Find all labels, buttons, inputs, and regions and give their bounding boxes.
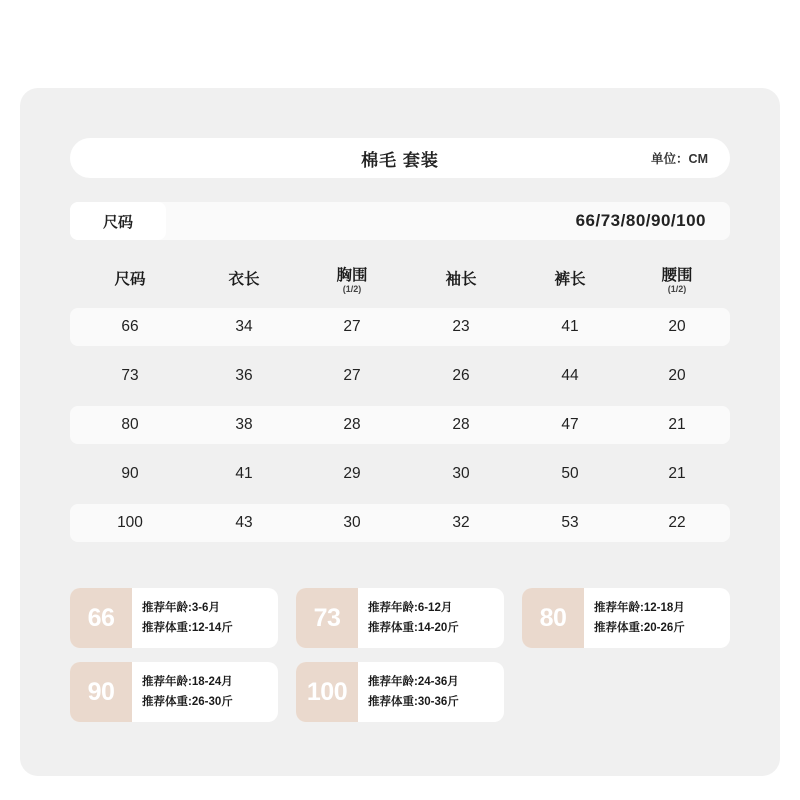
recommendation-card	[296, 662, 504, 722]
recommended-age: 推荐年龄:18-24月	[142, 675, 233, 688]
size-chart-panel	[20, 88, 780, 776]
table-header-main: 胸围	[336, 266, 368, 284]
table-header-cell	[406, 272, 516, 289]
recommended-weight: 推荐体重:20-26斤	[594, 622, 685, 634]
table-cell: 34	[235, 318, 253, 335]
recommendation-details	[132, 598, 278, 638]
table-cell: 100	[117, 514, 143, 531]
table-header-sub: (1/2)	[667, 283, 687, 294]
recommendation-cards	[70, 588, 730, 722]
recommendation-details	[358, 598, 504, 638]
table-cell: 26	[452, 367, 470, 384]
table-cell: 66	[121, 318, 139, 335]
recommended-weight: 推荐体重:30-36斤	[368, 696, 459, 708]
table-cell: 27	[343, 367, 361, 384]
table-cell: 28	[343, 416, 361, 433]
table-cell: 47	[561, 416, 579, 433]
recommended-weight: 推荐体重:26-30斤	[142, 696, 233, 708]
recommendation-card	[296, 588, 504, 648]
recommendation-size-badge: 100	[296, 662, 358, 722]
page-title: 棉毛 套装	[361, 150, 439, 170]
title-bar	[70, 138, 730, 178]
table-cell: 29	[343, 465, 361, 482]
recommended-age: 推荐年龄:24-36月	[368, 675, 459, 688]
table-cell: 27	[343, 318, 361, 335]
table-header-cell	[190, 272, 298, 289]
table-cell: 21	[668, 416, 686, 433]
recommendation-size-badge: 90	[70, 662, 132, 722]
table-cell: 30	[452, 465, 470, 482]
table-cell: 28	[452, 416, 470, 433]
table-cell: 44	[561, 367, 579, 384]
table-header-row	[70, 254, 730, 308]
table-row	[70, 308, 730, 346]
recommendation-size-badge: 66	[70, 588, 132, 648]
table-cell: 20	[668, 318, 686, 335]
table-header-cell	[70, 272, 190, 289]
table-header-cell	[516, 272, 624, 289]
table-cell: 38	[235, 416, 253, 433]
table-cell: 80	[121, 416, 139, 433]
table-cell: 41	[235, 465, 253, 482]
table-cell: 53	[561, 514, 579, 531]
recommendation-size-badge: 80	[522, 588, 584, 648]
table-header-cell	[298, 268, 406, 295]
table-header-main: 裤长	[554, 271, 586, 289]
table-cell: 22	[668, 514, 686, 531]
recommended-weight: 推荐体重:12-14斤	[142, 622, 233, 634]
recommended-age: 推荐年龄:12-18月	[594, 601, 685, 614]
size-summary-label: 尺码	[70, 202, 166, 240]
recommendation-details	[358, 672, 504, 712]
table-header-cell	[624, 268, 730, 295]
table-cell: 32	[452, 514, 470, 531]
table-header-sub: (1/2)	[342, 283, 362, 294]
table-cell: 21	[668, 465, 686, 482]
recommended-age: 推荐年龄:3-6月	[142, 601, 220, 614]
recommendation-size-badge: 73	[296, 588, 358, 648]
size-summary-bar	[70, 202, 730, 240]
unit-label: 单位：CM	[651, 152, 708, 166]
recommended-age: 推荐年龄:6-12月	[368, 601, 453, 614]
recommendation-card	[70, 662, 278, 722]
table-cell: 41	[561, 318, 579, 335]
table-row	[70, 504, 730, 542]
table-header-main: 尺码	[114, 271, 146, 289]
table-cell: 20	[668, 367, 686, 384]
table-cell: 73	[121, 367, 139, 384]
table-header-main: 衣长	[228, 271, 260, 289]
recommended-weight: 推荐体重:14-20斤	[368, 622, 459, 634]
recommendation-card	[522, 588, 730, 648]
table-row	[70, 455, 730, 493]
table-cell: 30	[343, 514, 361, 531]
recommendation-card	[70, 588, 278, 648]
table-cell: 43	[235, 514, 253, 531]
table-cell: 23	[452, 318, 470, 335]
size-summary-value: 66/73/80/90/100	[575, 211, 706, 230]
measurement-table	[70, 254, 730, 553]
table-row	[70, 406, 730, 444]
table-header-main: 腰围	[661, 266, 693, 284]
table-cell: 90	[121, 465, 139, 482]
recommendation-details	[132, 672, 278, 712]
table-cell: 50	[561, 465, 579, 482]
recommendation-details	[584, 598, 730, 638]
table-row	[70, 357, 730, 395]
table-cell: 36	[235, 367, 253, 384]
table-header-main: 袖长	[445, 271, 477, 289]
